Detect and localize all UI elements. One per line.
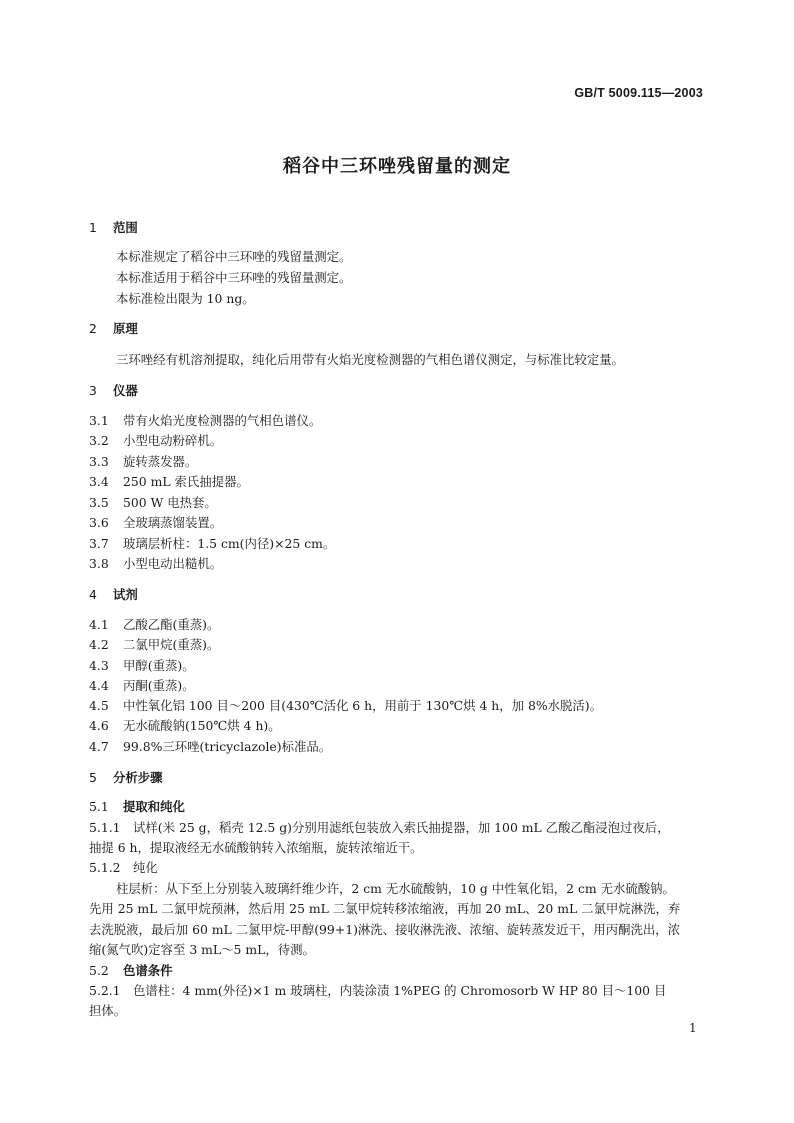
paragraph: 柱层析：从下至上分别装入玻璃纤维少许，2 cm 无水硫酸钠，10 g 中性氧化铝，2 cm 无水硫酸钠。 [116, 881, 675, 896]
section-title: 仪器 [113, 383, 138, 398]
section-4-heading [89, 587, 138, 603]
item-number: 5.2.1 [89, 983, 121, 998]
section-number: 1 [89, 220, 97, 235]
item-text: 500 W 电热套。 [123, 495, 217, 510]
item-number: 5.1.1 [89, 820, 121, 835]
subsection-title: 提取和纯化 [123, 799, 185, 814]
item-text: 99.8%三环唑(tricyclazole)标准品。 [123, 739, 332, 754]
item-number: 3.6 [89, 515, 109, 530]
item-text: 全玻璃蒸馏装置。 [123, 515, 223, 530]
page-number: 1 [689, 1021, 697, 1035]
item-number: 4.5 [89, 698, 109, 713]
list-item [89, 617, 219, 633]
list-item [89, 474, 249, 490]
subsection-5-1-2-heading [89, 860, 158, 876]
section-title: 原理 [113, 321, 138, 336]
list-item [89, 637, 219, 653]
paragraph-continuation: 先用 25 mL 二氯甲烷预淋，然后用 25 mL 二氯甲烷转移浓缩液，再加 20 mL、20 mL 二氯甲烷淋洗，弃 [89, 901, 681, 916]
item-number: 4.3 [89, 658, 109, 673]
paragraph [89, 983, 666, 999]
section-number: 2 [89, 321, 97, 336]
item-number: 4.6 [89, 718, 109, 733]
paragraph-continuation: 缩(氮气吹)定容至 3 mL～5 mL，待测。 [89, 942, 315, 957]
list-item [89, 718, 281, 734]
item-number: 5.1.2 [89, 860, 121, 875]
section-number: 5 [89, 770, 97, 785]
subsection-title: 纯化 [133, 860, 158, 875]
list-item [89, 413, 321, 429]
paragraph-continuation: 担体。 [89, 1003, 127, 1018]
item-text: 小型电动出糙机。 [123, 556, 223, 571]
list-item [89, 658, 195, 674]
item-text: 250 mL 索氏抽提器。 [123, 474, 249, 489]
section-number: 4 [89, 587, 97, 602]
paragraph: 三环唑经有机溶剂提取，纯化后用带有火焰光度检测器的气相色谱仪测定，与标准比较定量。 [116, 352, 625, 367]
item-text: 甲醇(重蒸)。 [123, 658, 195, 673]
section-2-heading [89, 321, 138, 337]
section-1-heading [89, 220, 138, 236]
item-number: 4.7 [89, 739, 109, 754]
list-item [89, 536, 335, 552]
section-number: 3 [89, 383, 97, 398]
list-item [89, 698, 602, 714]
section-5-heading [89, 770, 163, 786]
item-text: 乙酸乙酯(重蒸)。 [123, 617, 220, 632]
list-item [89, 739, 331, 755]
item-number: 4.1 [89, 617, 109, 632]
standard-code: GB/T 5009.115—2003 [574, 86, 703, 100]
paragraph-continuation: 去洗脱液，最后加 60 mL 二氯甲烷-甲醇(99+1)淋洗、接收淋洗液、浓缩、旋转蒸发近干，用丙酮洗出，浓 [89, 922, 681, 937]
item-number: 4.2 [89, 637, 109, 652]
item-number: 3.5 [89, 495, 109, 510]
item-number: 3.1 [89, 413, 109, 428]
item-number: 3.2 [89, 433, 109, 448]
item-number: 3.4 [89, 474, 109, 489]
item-text: 中性氧化铝 100 目～200 目(430℃活化 6 h，用前于 130℃烘 4 h，加 8%水脱活)。 [123, 698, 603, 713]
list-item [89, 433, 222, 449]
subsection-5-2-heading [89, 963, 173, 979]
item-text: 旋转蒸发器。 [123, 454, 198, 469]
subsection-5-1-heading [89, 799, 185, 815]
item-number: 5.1 [89, 799, 109, 814]
item-number: 3.8 [89, 556, 109, 571]
paragraph-continuation: 抽提 6 h，提取液经无水硫酸钠转入浓缩瓶，旋转浓缩近干。 [89, 840, 423, 855]
item-number: 3.7 [89, 536, 109, 551]
section-3-heading [89, 383, 138, 399]
subsection-title: 色谱条件 [123, 963, 173, 978]
section-title: 范围 [113, 220, 138, 235]
section-title: 分析步骤 [113, 770, 163, 785]
paragraph: 本标准检出限为 10 ng。 [116, 291, 255, 306]
list-item [89, 495, 217, 511]
item-number: 3.3 [89, 454, 109, 469]
item-text: 小型电动粉碎机。 [123, 433, 223, 448]
paragraph: 本标准规定了稻谷中三环唑的残留量测定。 [116, 249, 352, 264]
document-title: 稻谷中三环唑残留量的测定 [283, 156, 511, 177]
paragraph: 本标准适用于稻谷中三环唑的残留量测定。 [116, 270, 352, 285]
item-text: 带有火焰光度检测器的气相色谱仪。 [123, 413, 322, 428]
item-text: 丙酮(重蒸)。 [123, 678, 195, 693]
item-number: 4.4 [89, 678, 109, 693]
paragraph [89, 820, 670, 836]
list-item [89, 454, 197, 470]
item-text: 无水硫酸钠(150℃烘 4 h)。 [123, 718, 281, 733]
item-text: 二氯甲烷(重蒸)。 [123, 637, 220, 652]
list-item [89, 515, 222, 531]
paragraph-text: 试样(米 25 g，稻壳 12.5 g)分别用滤纸包装放入索氏抽提器，加 100 mL 乙酸乙酯浸泡过夜后， [133, 820, 670, 835]
list-item [89, 678, 195, 694]
item-text: 玻璃层析柱：1.5 cm(内径)×25 cm。 [123, 536, 336, 551]
section-title: 试剂 [113, 587, 138, 602]
item-number: 5.2 [89, 963, 109, 978]
paragraph-text: 色谱柱：4 mm(外径)×1 m 玻璃柱，内装涂渍 1%PEG 的 Chromosorb W HP 80 目～100 目 [133, 983, 667, 998]
list-item [89, 556, 222, 572]
